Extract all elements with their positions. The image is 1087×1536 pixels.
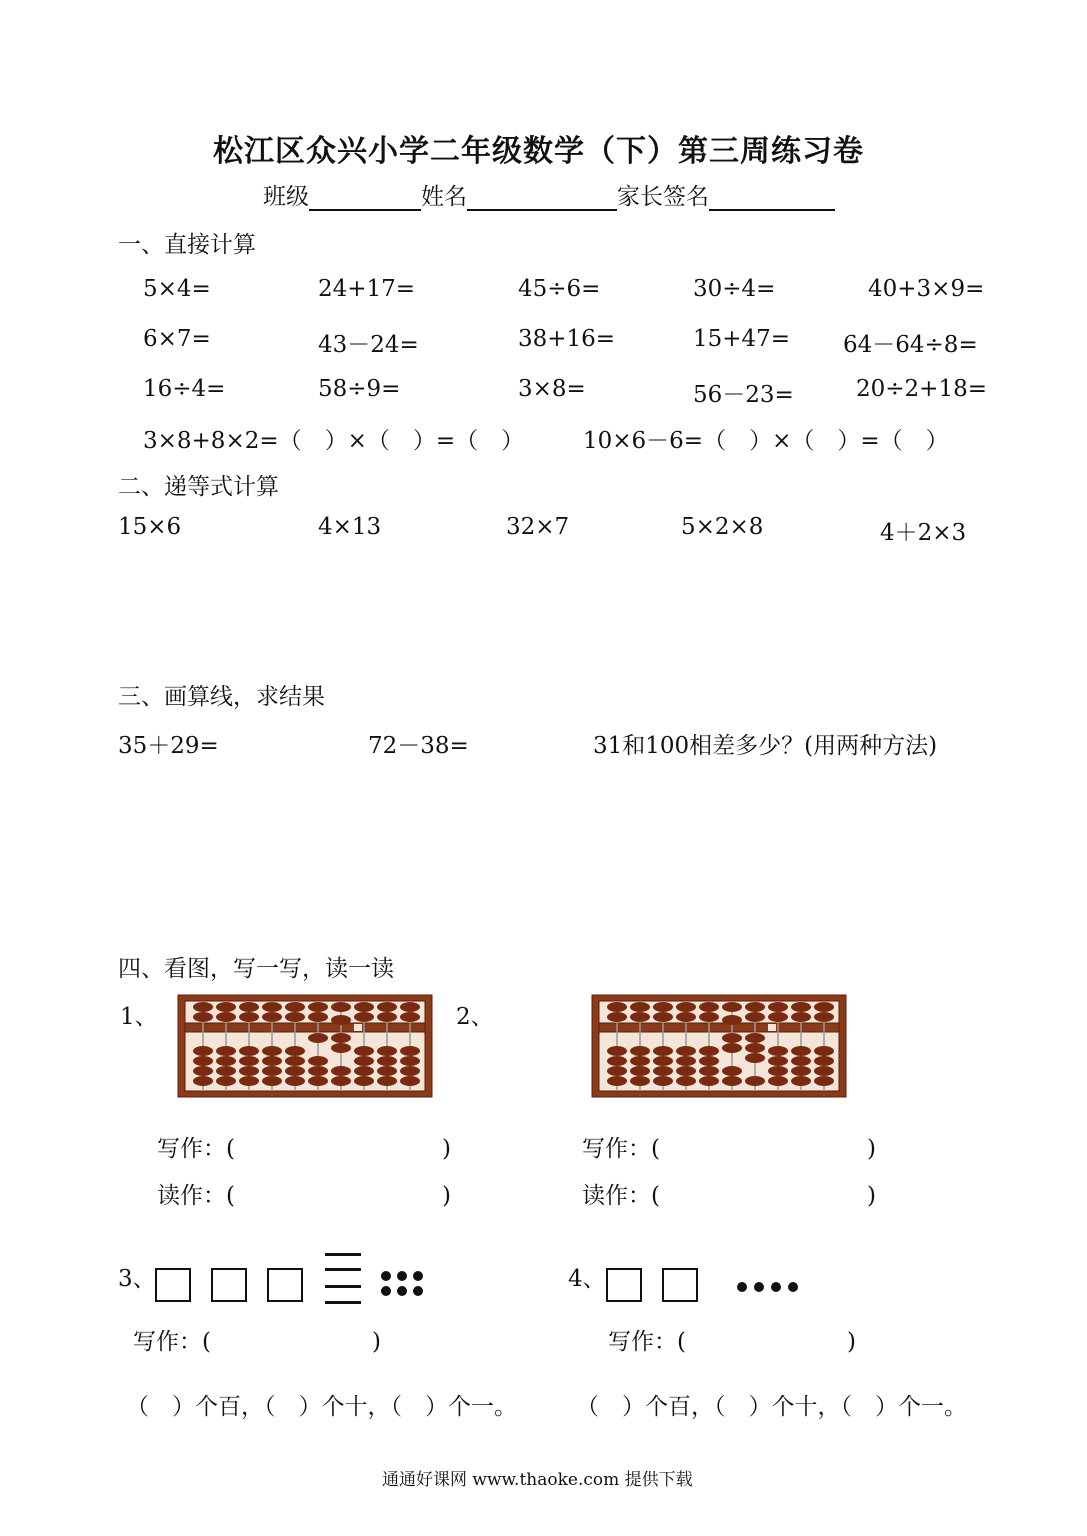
hundred-square-icon — [267, 1268, 303, 1302]
question-3-label: 3、 — [118, 1266, 156, 1292]
one-dot-icon — [788, 1282, 798, 1292]
read-answer-1: 读作：( ) — [157, 1183, 451, 1209]
abacus-unit-marker — [354, 1024, 362, 1031]
footer-text: 通通好课网 www.thaoke.com 提供下载 — [382, 1470, 693, 1490]
problem: 45÷6= — [518, 276, 601, 302]
stepwise-problem: 32×7 — [506, 514, 570, 540]
problem: 3×8= — [518, 376, 586, 402]
hundred-square-icon — [606, 1268, 642, 1302]
section4-heading: 四、看图，写一写，读一读 — [118, 956, 394, 982]
place-value-count-3: （ ）个百，（ ）个十，（ ）个一。 — [126, 1394, 517, 1420]
write-answer-3: 写作：( ) — [133, 1329, 381, 1355]
name-field[interactable] — [467, 185, 617, 211]
one-dot-icon — [413, 1286, 423, 1296]
one-dot-icon — [737, 1282, 747, 1292]
one-dot-icon — [413, 1271, 423, 1281]
name-label: 姓名 — [421, 184, 467, 210]
parent-signature-field[interactable] — [709, 185, 835, 211]
problem: 30÷4= — [693, 276, 776, 302]
class-field[interactable] — [309, 185, 421, 211]
one-dot-icon — [754, 1282, 764, 1292]
section3-heading: 三、画算线，求结果 — [118, 684, 325, 710]
one-dot-icon — [397, 1271, 407, 1281]
hundred-square-icon — [155, 1268, 191, 1302]
parent-label: 家长签名 — [617, 184, 709, 210]
write-answer-1: 写作：( ) — [157, 1136, 451, 1162]
write-answer-4: 写作：( ) — [608, 1329, 856, 1355]
section2-heading: 二、递等式计算 — [118, 474, 279, 500]
ten-bar-icon — [325, 1253, 361, 1256]
stepwise-problem: 5×2×8 — [681, 514, 764, 540]
hundred-square-icon — [211, 1268, 247, 1302]
page-title: 松江区众兴小学二年级数学（下）第三周练习卷 — [213, 134, 864, 169]
place-value-count-4: （ ）个百，（ ）个十，（ ）个一。 — [576, 1394, 967, 1420]
ten-bar-icon — [325, 1301, 361, 1304]
write-answer-2: 写作：( ) — [582, 1136, 876, 1162]
abacus-2-image — [590, 993, 848, 1099]
hundred-square-icon — [662, 1268, 698, 1302]
problem: 15+47= — [693, 326, 791, 352]
one-dot-icon — [381, 1271, 391, 1281]
problem: 56－23= — [693, 382, 794, 408]
problem: 40+3×9= — [868, 276, 985, 302]
question-2-label: 2、 — [456, 1004, 494, 1030]
abacus-unit-marker — [768, 1024, 776, 1031]
stepwise-problem: 4×13 — [318, 514, 382, 540]
one-dot-icon — [397, 1286, 407, 1296]
problem: 58÷9= — [318, 376, 401, 402]
header-line — [263, 178, 835, 211]
problem: 64－64÷8= — [843, 332, 978, 358]
section1-heading: 一、直接计算 — [118, 232, 256, 258]
stepwise-problem: 4＋2×3 — [880, 520, 967, 546]
fill-problem-2: 10×6－6=（ ）×（ ）=（ ） — [583, 428, 949, 454]
question-1-label: 1、 — [120, 1004, 158, 1030]
read-answer-2: 读作：( ) — [582, 1183, 876, 1209]
class-label: 班级 — [263, 184, 309, 210]
problem: 6×7= — [143, 326, 211, 352]
ten-bar-icon — [325, 1285, 361, 1288]
one-dot-icon — [771, 1282, 781, 1292]
problem: 20÷2+18= — [856, 376, 987, 402]
problem: 16÷4= — [143, 376, 226, 402]
problem: 5×4= — [143, 276, 211, 302]
problem: 38+16= — [518, 326, 616, 352]
one-dot-icon — [381, 1286, 391, 1296]
fill-problem-1: 3×8+8×2=（ ）×（ ）=（ ） — [143, 428, 525, 454]
abacus-1-image — [176, 993, 434, 1099]
number-line-problem: 35＋29= — [118, 733, 219, 759]
question-4-label: 4、 — [568, 1266, 606, 1292]
number-line-problem: 72－38= — [368, 733, 469, 759]
ten-bar-icon — [325, 1268, 361, 1271]
number-line-problem: 31和100相差多少？(用两种方法) — [593, 733, 938, 759]
problem: 24+17= — [318, 276, 416, 302]
stepwise-problem: 15×6 — [118, 514, 182, 540]
problem: 43－24= — [318, 332, 419, 358]
